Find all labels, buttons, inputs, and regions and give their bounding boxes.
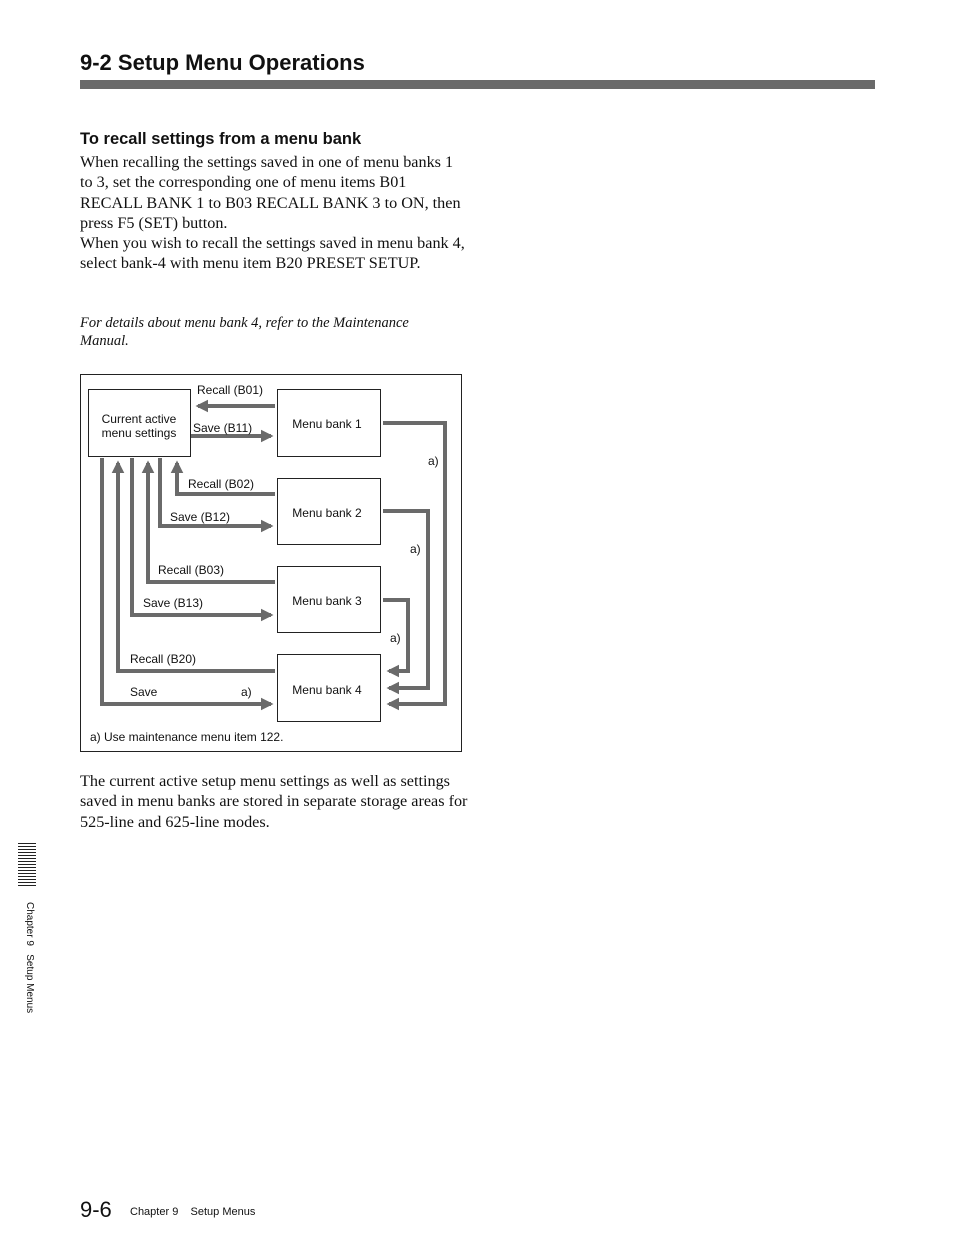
label-recall-b02: Recall (B02): [188, 477, 255, 491]
paragraph-recall-banks: When recalling the settings saved in one of menu banks 1 to 3, set the corresponding one of menu items B01 RECALL BANK 1 to B03 RECALL BANK 3 to ON, then press F5 (SET) button.: [80, 153, 461, 232]
footer-chapter: Chapter 9 Setup Menus: [130, 1206, 256, 1218]
side-chapter-label: Chapter 9 Setup Menus: [24, 902, 35, 1014]
marker-a-bank1: a): [428, 454, 439, 468]
paragraph-storage-areas: The current active setup menu settings as well as settings saved in menu banks are stored in separate storage areas for 525-line and 625-line modes.: [80, 772, 468, 831]
label-recall-b03: Recall (B03): [158, 563, 225, 577]
menu-bank-2-label: Menu bank 2: [292, 506, 362, 520]
label-recall-b01: Recall (B01): [197, 383, 264, 397]
label-save-b12: Save (B12): [170, 510, 231, 524]
section-title: 9-2 Setup Menu Operations: [80, 50, 365, 75]
paragraph-recall-bank4: When you wish to recall the settings saved in menu bank 4, select bank-4 with menu item B20 PRESET SETUP.: [80, 234, 465, 273]
chapter-tab-marker: [18, 843, 36, 887]
menu-bank-4-label: Menu bank 4: [292, 683, 362, 697]
label-save: Save: [130, 685, 158, 699]
diagram-footnote: a) Use maintenance menu item 122.: [90, 730, 284, 744]
menu-bank-1-label: Menu bank 1: [292, 417, 362, 431]
marker-a-bank3: a): [390, 631, 401, 645]
page-number: 9-6: [80, 1197, 112, 1222]
title-rule: [80, 80, 875, 89]
menu-bank-3-label: Menu bank 3: [292, 594, 362, 608]
maintenance-note: For details about menu bank 4, refer to the Maintenance Manual.: [80, 315, 409, 349]
current-settings-label: Current active menu settings: [101, 412, 177, 440]
marker-a-bank2: a): [410, 542, 421, 556]
label-save-b13: Save (B13): [143, 596, 204, 610]
marker-a-save: a): [241, 685, 252, 699]
menu-bank-diagram: [80, 374, 462, 752]
label-recall-b20: Recall (B20): [130, 652, 197, 666]
label-save-b11: Save (B11): [193, 421, 253, 435]
subheading: To recall settings from a menu bank: [80, 130, 362, 148]
